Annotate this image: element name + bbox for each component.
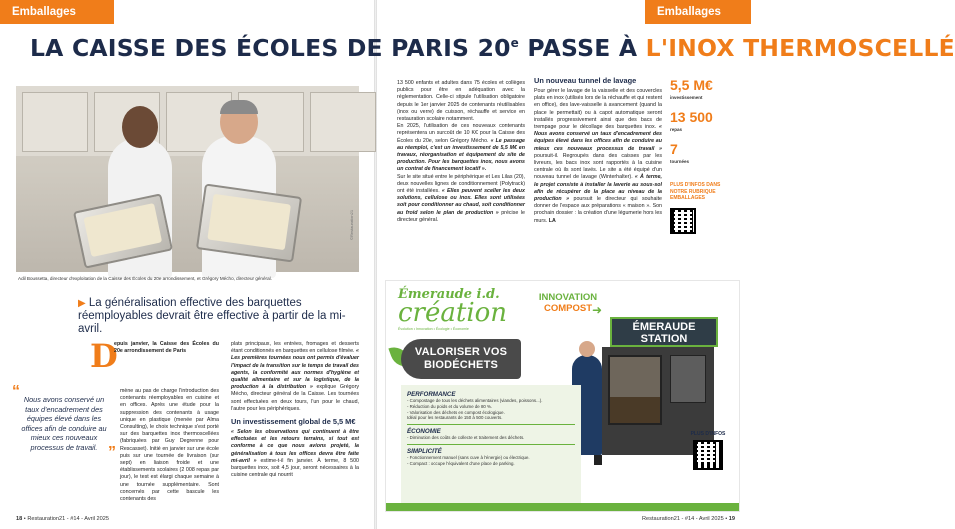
ad-banner (401, 339, 521, 379)
article-column-4 (534, 76, 662, 272)
headline-part2: PASSE À (519, 34, 646, 62)
key-figures-sidebar (670, 78, 734, 234)
article-lede (78, 297, 360, 336)
page-gutter (374, 0, 377, 529)
col2-quote-2: « Selon les observations qui continuent à être effectuées et les retours terrains, si tout est conforme à ce que nous avions projeté, la généralisation à tous les offices devra être faite mi-avril » (231, 429, 359, 464)
ad-brand-top: Émeraude i.d. (398, 287, 500, 302)
stat-value: 13 500 (670, 109, 713, 125)
folio-right: Restauration21 - #14 - Avril 2025 • 19 (642, 516, 735, 522)
col2-p2-end: estime-t-il fin janvier. À terme, 8 500 barquettes inox, soit 4,5 jour, seront nécessaires à la cuisine centrale qui nourrit (231, 457, 359, 479)
page-number-left: 18 (16, 516, 23, 522)
col4-p2: poursuit-il. Regroupés dans des caisses par les livreurs, les bacs inox sont rapportés à la cuisine centrale où ils sont lavés. Le site a été équipé d'un nouveau tunnel de lavage (Winterhalter). (534, 152, 662, 181)
ad-bottom-strip (386, 503, 739, 511)
ad-brand-main: création (398, 298, 508, 328)
ad-section-title: PERFORMANCE (407, 391, 456, 398)
photo-caption: Adil Boussetta, directeur d'exploitation de la Caisse des Écoles du 20e arrondissement, et Grégory Mécho, directeur général. (18, 276, 272, 281)
lede-text: La généralisation effective des barquettes réemployables devrait être effective à partir de la mi-avril. (78, 297, 346, 335)
ad-section-title: SIMPLICITÉ (407, 447, 442, 455)
ad-section-line: - Diminution des coûts de collecte et traitement des déchets. (407, 435, 525, 441)
ad-section-line: - Compact : occupe l'équivalent d'une place de parking. (407, 460, 515, 466)
col4-subhead: Un nouveau tunnel de lavage (534, 76, 637, 85)
photo-credit: ©Restauration21 (349, 209, 354, 240)
headline-part1: LA CAISSE DES ÉCOLES DE PARIS 20 (30, 34, 511, 62)
article-photo (16, 86, 359, 272)
photo-wall-panel (22, 92, 88, 152)
stat-label: investissement (670, 95, 703, 100)
author-sign: LA (548, 217, 556, 224)
ad-section-line: - Compostage de tous les déchets alimentaires (viandes, poissons...). (407, 398, 543, 403)
col1-text: mène au pas de charge l'introduction des contenants réemployables en cuisine et en offices. Après une étude pour la suppression des contenants à usage unique en plastique (menée par Alma Consulting), le choix technique s'est porté sur des barquettes inox thermoscellées (fabriquées par Guy Degrenne pour Rescasset). Initié en janvier sur une école puis sur une tournée de livraison (sur sept) en liaison froide et une établissements scolaires (2 008 repas par jour), le test est élargi chaque semaine à une tournée supplémentaire. Sont concernés par cette bascule les contenants des (120, 388, 219, 503)
ad-banner-line1: VALORISER VOS (414, 346, 508, 358)
more-info-link[interactable]: PLUS D'INFOS DANS NOTRE RUBRIQUE EMBALLAGES (670, 182, 721, 201)
col3-quote: « Le passage au réemploi, c'est un investissement de 5,5 M€ en travaux, réorganisation et équipement du site de production. Pour les barquettes inox, nous avons un contrat de financement locatif ». (397, 137, 526, 173)
headline-highlight: L'INOX THERMOSCELLÉ (645, 34, 955, 62)
ad-more-info-label: PLUS D'INFOS (690, 431, 726, 437)
quote-close-icon: ” (108, 443, 116, 461)
ad-more-info[interactable] (686, 431, 730, 470)
col4-quote-2: « À terme, le projet consiste à installer la laverie au sous-sol afin de récupérer de la place au niveau de la production » (534, 174, 662, 203)
headline-sup: e (510, 36, 520, 51)
section-rubric-right: Emballages (645, 0, 751, 24)
ad-compost-line2: COMPOST (543, 302, 593, 314)
col4-p1: Pour gérer le lavage de la vaisselle et des couvercles plats en inox (utilisés lors de la réchauffe et qui restent en office), des lave-vaisselle à avancement (quand la place le permettait) ou à capot automatique seront installés progressivement ainsi que des bacs de trempage pour le décollage des barquettes inox. (534, 88, 662, 131)
ad-divider (407, 444, 575, 445)
col3-p3: Sur le site situé entre le périphérique et Les Lilas (20), deux nouvelles lignes de conditionnement (Polytrack) ont été installées. (397, 173, 525, 195)
ad-brand-tagline: Évolution • Innovation • Écologie • Économie (398, 327, 469, 331)
article-column-3 (397, 80, 525, 272)
col3-p1: 13 500 enfants et adultes dans 75 écoles et collèges publics pour être en adéquation avec la réglementation. Celle-ci stipule l'utilisation obligatoire depuis le 1er janvier 2025 de contenants réutilisables (inox ou verre) de cuisson, réchauffe et service en restauration scolaire notamment. (397, 80, 525, 123)
folio-right-text: Restauration21 - #14 - Avril 2025 (642, 516, 724, 522)
ad-banner-line2: BIODÉCHETS (423, 359, 499, 371)
col2-p1: plats principaux, les entrées, fromages et desserts étant conditionnés en barquettes en cellulose filmée. (231, 341, 359, 355)
ad-machine-title: ÉMERAUDE STATION (610, 317, 718, 347)
ad-section-line: - Fonctionnement manuel (sans cuve à l'énergie) ou électrique. (407, 454, 530, 460)
col4-p3: poursuit le directeur qui souhaite donner de l'espace aux préparations « maison ». Son prochain dossier : la création d'une légumerie hors les murs. (534, 196, 662, 224)
col3-quote-2: « Elles peuvent sceller les deux solutions, cellulose ou inox. Elles sont utilisées soit pour conditionner au chaud, soit conditionner au froid selon le plan de production » (397, 188, 525, 216)
ad-section-title: ÉCONOMIE (407, 428, 441, 436)
ad-section-line: Idéal pour les restaurants de 150 à 500 couverts. (407, 415, 503, 421)
photo-wall-panel (310, 92, 376, 152)
article-column-1-top (114, 341, 219, 387)
quote-open-icon: “ (12, 383, 20, 400)
pull-quote (12, 383, 116, 461)
section-rubric-left: Emballages (0, 0, 114, 24)
article-column-1 (120, 388, 219, 514)
photo-cap-right (220, 100, 258, 114)
qr-code-icon[interactable] (670, 208, 696, 234)
lede-triangle-icon: ▶ (78, 298, 86, 309)
advertisement[interactable] (385, 280, 740, 512)
stat-label: tournées (670, 159, 690, 164)
col3-p3-end: précise le directeur général. (397, 209, 525, 223)
ad-qr-code-icon[interactable] (693, 440, 723, 470)
article-column-2 (231, 341, 359, 515)
col2-subhead-text: Un investissement global de 5,5 M€ (231, 417, 356, 427)
photo-head-left (122, 106, 158, 148)
ad-brand-logo (398, 287, 518, 345)
article-headline (30, 34, 955, 62)
stat-label: repas (670, 127, 683, 132)
photo-tray-right (196, 184, 302, 263)
ad-machine-window (608, 355, 662, 425)
col2-subhead (231, 417, 359, 427)
pull-quote-text: Nous avons conservé un taux d'encadrement des équipes élevé dans les offices afin de conduire au mieux ces nouveaux processus de travail. (21, 395, 107, 452)
ad-divider (407, 424, 575, 425)
stat-value: 7 (670, 141, 678, 157)
folio-left-text: Restauration21 - #14 - Avril 2025 (27, 516, 109, 522)
ad-section-line: - Réduction du poids et du volume de 80 %. (407, 403, 493, 409)
col4-quote: « Nous avons conservé un taux d'encadrement des équipes élevé dans les offices afin de conduire au mieux ces nouveaux processus de travail » (534, 124, 662, 152)
drop-cap: D (90, 337, 118, 375)
col3-p2: En 2025, l'utilisation de ces nouveaux contenants représentera un surcoût de 10 K€ pour la Caisse des Écoles du 20e, selon Grégory Mécho. (397, 123, 525, 144)
ad-arrow-icon: ➜ (592, 303, 603, 317)
ad-section-line: - Valorisation des déchets en compost écologique. (407, 409, 505, 415)
ad-info-box (401, 385, 581, 503)
ad-machine-screen (670, 355, 706, 403)
col1-lead: epuis janvier, la Caisse des Écoles du 20e arrondissement de Paris (114, 341, 219, 355)
ad-compost-line1: INNOVATION (538, 292, 598, 303)
folio-left: 18 • Restauration21 - #14 - Avril 2025 (16, 516, 109, 522)
page-number-right: 19 (728, 516, 735, 522)
stat-value: 5,5 M€ (670, 77, 713, 93)
col2-quote: « Les premières tournées nous ont permis d'évaluer l'impact de la transition sur le temps de travail des agents, la conformité aux normes d'hygiène et qualité alimentaire et sur la logistique, de la production à la distribution » (231, 348, 359, 391)
col2-p1-end: explique Grégory Mécho, directeur général de la Caisse. Les tournées sont effectuées en deux tours, l'un pour le chaud, l'autre pour les périphériques. (231, 384, 359, 412)
